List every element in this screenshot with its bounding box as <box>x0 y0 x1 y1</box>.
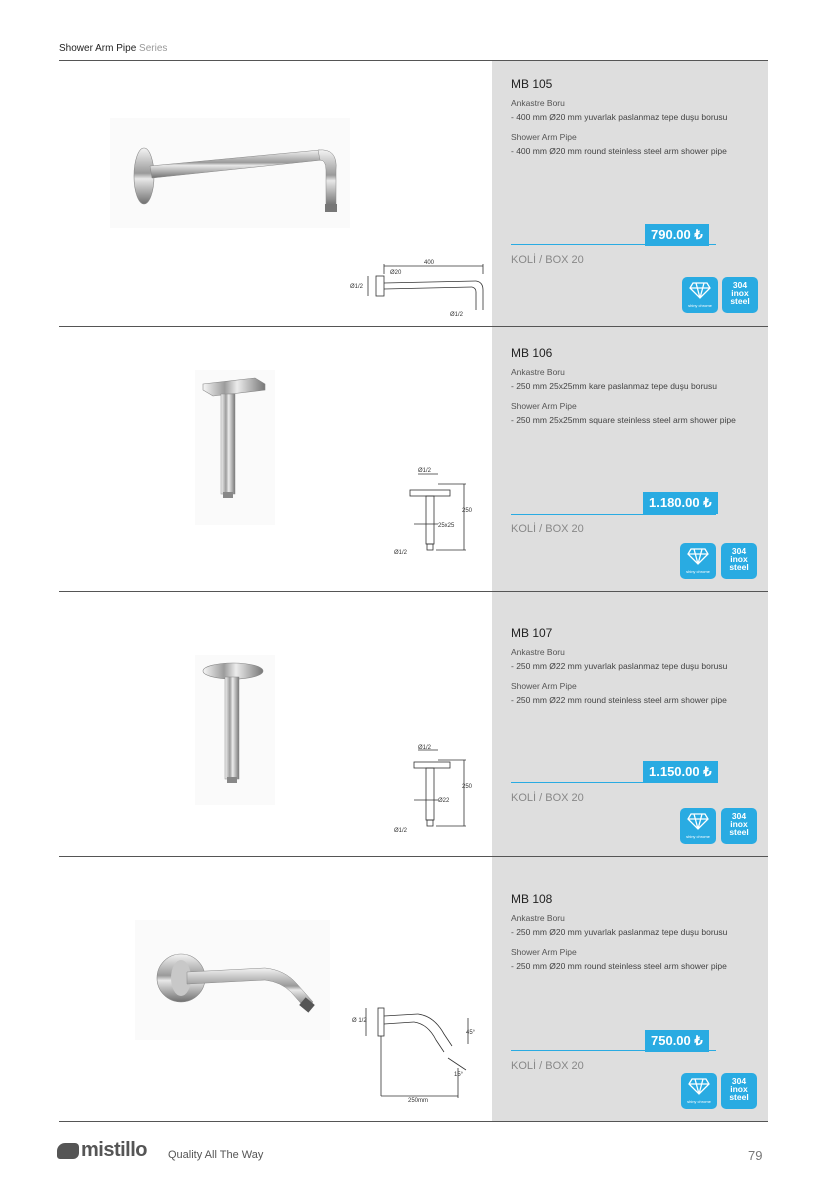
dim-label: 250 <box>462 508 473 514</box>
price-tag: 790.00 ₺ <box>645 224 709 246</box>
brand-tagline: Quality All The Way <box>168 1149 264 1161</box>
badge-line: inox <box>731 288 749 298</box>
dim-label: 45° <box>466 1030 476 1036</box>
badge-line: inox <box>730 819 748 829</box>
dim-label: Ø1/2 <box>350 284 364 290</box>
badge-caption: shiny chrome <box>687 1099 711 1104</box>
en-title: Shower Arm Pipe <box>511 132 577 142</box>
diamond-icon <box>687 812 709 830</box>
dim-label: Ø20 <box>390 270 402 276</box>
steel-badge <box>722 277 758 313</box>
badge-line: 304 <box>731 811 747 821</box>
product-description <box>511 911 766 973</box>
tr-title: Ankastre Boru <box>511 98 565 108</box>
product-description <box>511 365 766 427</box>
dim-label: 25x25 <box>438 523 455 529</box>
en-title: Shower Arm Pipe <box>511 401 577 411</box>
badge-caption: shiny chrome <box>686 569 710 574</box>
price-tag: 1.150.00 ₺ <box>643 761 718 783</box>
en-desc: - 250 mm Ø20 mm round steinless steel arm shower pipe <box>511 961 727 971</box>
page-header <box>59 43 167 54</box>
badge-line: steel <box>729 562 749 572</box>
badge-line: 304 <box>732 280 748 290</box>
badge-line: 304 <box>731 1076 747 1086</box>
price-tag: 1.180.00 ₺ <box>643 492 718 514</box>
badge-line: inox <box>730 1084 748 1094</box>
product-photo-mb105 <box>110 118 350 228</box>
tr-desc: - 250 mm Ø20 mm yuvarlak paslanmaz tepe duşu borusu <box>511 927 728 937</box>
dim-label: 400 <box>424 260 435 266</box>
row-divider <box>59 591 768 592</box>
product-photo-mb107 <box>195 655 275 805</box>
tr-desc: - 250 mm 25x25mm kare paslanmaz tepe duşu borusu <box>511 381 717 391</box>
price-tag: 750.00 ₺ <box>645 1030 709 1052</box>
product-description <box>511 96 766 158</box>
en-title: Shower Arm Pipe <box>511 681 577 691</box>
en-title: Shower Arm Pipe <box>511 947 577 957</box>
series-title: Shower Arm Pipe <box>59 43 137 54</box>
row-divider <box>59 326 768 327</box>
dim-label: Ø1/2 <box>394 828 408 834</box>
dim-label: Ø1/2 <box>418 468 432 474</box>
badge-line: steel <box>729 827 749 837</box>
diamond-icon <box>688 1077 710 1095</box>
diamond-icon <box>687 547 709 565</box>
badge-caption: shiny chrome <box>686 834 710 839</box>
product-photo-mb106 <box>195 370 275 525</box>
brand-name: mistillo <box>81 1139 148 1161</box>
en-desc: - 250 mm Ø22 mm round steinless steel arm shower pipe <box>511 695 727 705</box>
chrome-badge <box>680 808 716 844</box>
badge-caption: shiny chrome <box>688 303 712 308</box>
product-description <box>511 645 766 707</box>
product-code: MB 107 <box>511 626 553 640</box>
chrome-badge <box>682 277 718 313</box>
badge-line: inox <box>730 554 748 564</box>
en-desc: - 400 mm Ø20 mm round steinless steel arm shower pipe <box>511 146 727 156</box>
en-desc: - 250 mm 25x25mm square steinless steel arm shower pipe <box>511 415 736 425</box>
badge-line: steel <box>730 296 750 306</box>
product-code: MB 108 <box>511 892 553 906</box>
tr-title: Ankastre Boru <box>511 367 565 377</box>
row-divider <box>59 856 768 857</box>
box-quantity: KOLİ / BOX 20 <box>511 792 584 804</box>
brand-logo-icon <box>57 1143 79 1159</box>
badge-line: 304 <box>731 546 747 556</box>
product-photo-mb108 <box>135 920 330 1040</box>
steel-badge <box>721 808 757 844</box>
dim-label: 250mm <box>408 1098 429 1104</box>
chrome-badge <box>680 543 716 579</box>
dim-label: Ø1/2 <box>450 312 464 318</box>
product-code: MB 105 <box>511 77 553 91</box>
dim-label: 15° <box>454 1072 464 1078</box>
chrome-badge <box>681 1073 717 1109</box>
steel-badge <box>721 1073 757 1109</box>
dim-label: Ø22 <box>438 798 450 804</box>
page-number: 79 <box>748 1148 763 1163</box>
tr-desc: - 400 mm Ø20 mm yuvarlak paslanmaz tepe duşu borusu <box>511 112 728 122</box>
price-underline <box>511 514 716 515</box>
dim-label: 250 <box>462 784 473 790</box>
badge-line: steel <box>729 1092 749 1102</box>
technical-drawing-mb108 <box>348 998 488 1104</box>
row-divider <box>59 1121 768 1122</box>
brand-logo <box>57 1139 147 1162</box>
technical-drawing-mb105 <box>348 252 488 320</box>
diamond-icon <box>689 281 711 299</box>
box-quantity: KOLİ / BOX 20 <box>511 523 584 535</box>
technical-drawing-mb107 <box>392 740 482 835</box>
tr-title: Ankastre Boru <box>511 647 565 657</box>
box-quantity: KOLİ / BOX 20 <box>511 254 584 266</box>
tr-desc: - 250 mm Ø22 mm yuvarlak paslanmaz tepe duşu borusu <box>511 661 728 671</box>
series-subtitle: Series <box>139 43 168 54</box>
box-quantity: KOLİ / BOX 20 <box>511 1060 584 1072</box>
dim-label: Ø1/2 <box>418 745 432 751</box>
technical-drawing-mb106 <box>392 462 482 557</box>
product-code: MB 106 <box>511 346 553 360</box>
tr-title: Ankastre Boru <box>511 913 565 923</box>
dim-label: Ø1/2 <box>394 550 408 556</box>
dim-label: Ø 1/2 <box>352 1018 367 1024</box>
steel-badge <box>721 543 757 579</box>
